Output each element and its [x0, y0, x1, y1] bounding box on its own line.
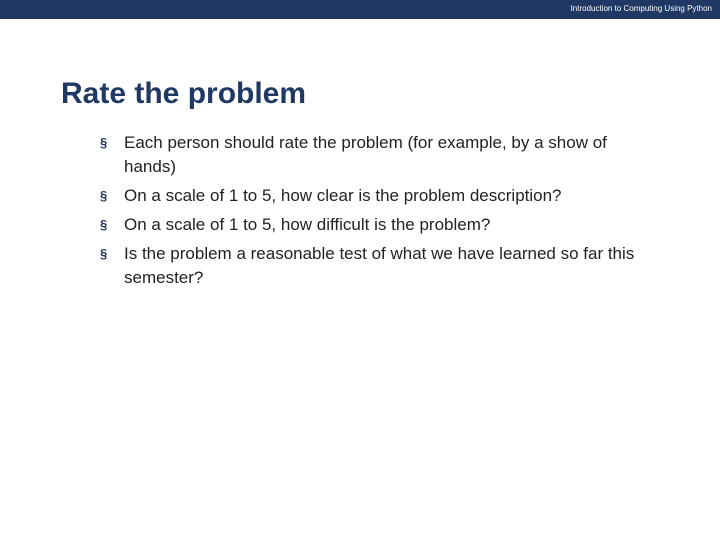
bullet-text: On a scale of 1 to 5, how difficult is the problem? — [124, 215, 491, 234]
bullet-item — [100, 131, 660, 179]
bullet-text: On a scale of 1 to 5, how clear is the problem description? — [124, 186, 562, 205]
bullet-marker-icon: § — [100, 188, 108, 203]
bullet-item — [100, 242, 660, 290]
slide-title: Rate the problem — [61, 77, 307, 110]
bullet-text: Is the problem a reasonable test of what we have learned so far this semester? — [124, 244, 635, 287]
header-bar — [0, 0, 720, 19]
bullet-marker-icon: § — [100, 246, 108, 261]
course-title: Introduction to Computing Using Python — [570, 4, 712, 13]
bullet-list — [100, 131, 660, 295]
bullet-item — [100, 184, 660, 208]
bullet-marker-icon: § — [100, 135, 108, 150]
bullet-item — [100, 213, 660, 237]
bullet-marker-icon: § — [100, 217, 108, 232]
bullet-text: Each person should rate the problem (for example, by a show of hands) — [124, 133, 607, 176]
